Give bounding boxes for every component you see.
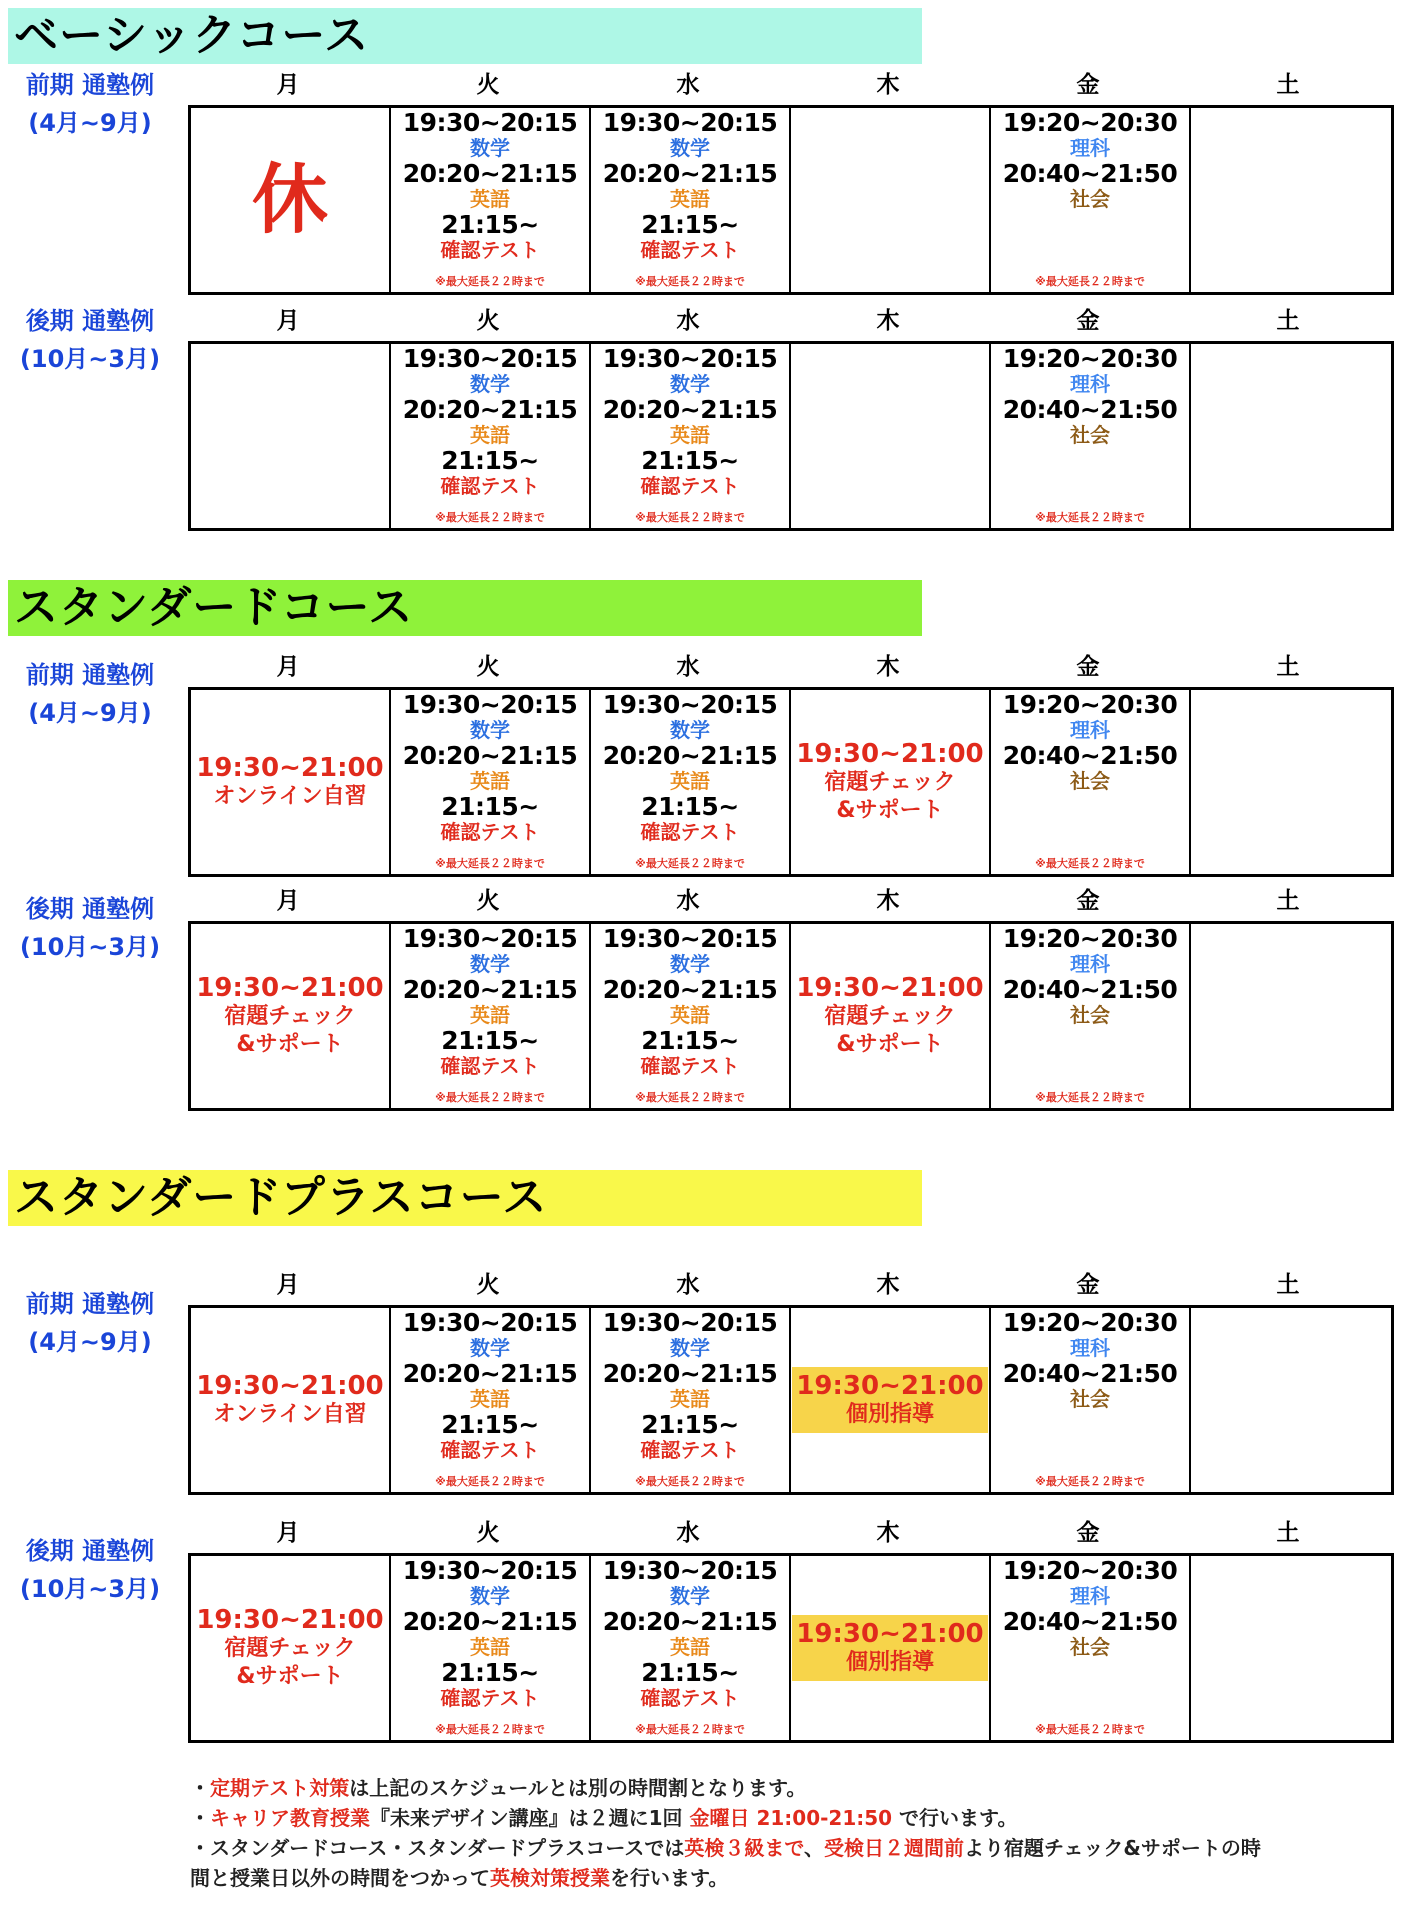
extension-note: ※最大延長２２時まで xyxy=(1035,857,1145,870)
footnote-text: を行います。 xyxy=(610,1866,729,1890)
subject-science: 理科 xyxy=(1070,136,1110,160)
time-slot: 19:30~20:15 xyxy=(402,924,578,953)
time-slot: 20:20~21:15 xyxy=(602,395,778,424)
subject-check-test: 確認テスト xyxy=(440,474,540,498)
subject-english: 英語 xyxy=(670,187,710,211)
time-slot: 19:30~20:15 xyxy=(402,344,578,373)
time-slot: 20:40~21:50 xyxy=(1002,975,1178,1004)
subject-check-test: 確認テスト xyxy=(440,820,540,844)
time-slot: 20:20~21:15 xyxy=(602,159,778,188)
extension-note: ※最大延長２２時まで xyxy=(635,1475,745,1488)
subject-science: 理科 xyxy=(1070,952,1110,976)
subject-science: 理科 xyxy=(1070,1584,1110,1608)
period-range: (10月~3月) xyxy=(19,1575,161,1603)
period-label xyxy=(6,302,174,378)
footnote-text: で行います。 xyxy=(892,1806,1018,1830)
cell-wednesday xyxy=(591,1556,791,1740)
weekday-label: 金 xyxy=(1076,308,1100,334)
time-slot: 21:15~ xyxy=(641,446,739,475)
schedule-grid xyxy=(188,105,1394,295)
subject-english: 英語 xyxy=(470,1003,510,1027)
activity-label: 宿題チェック xyxy=(824,770,956,795)
time-slot: 21:15~ xyxy=(641,210,739,239)
weekday-label: 土 xyxy=(1276,308,1300,334)
cell-friday xyxy=(991,1308,1191,1492)
extension-note: ※最大延長２２時まで xyxy=(1035,1091,1145,1104)
extension-note: ※最大延長２２時まで xyxy=(635,275,745,288)
subject-english: 英語 xyxy=(670,1387,710,1411)
subject-math: 数学 xyxy=(470,136,510,160)
period-range: (4月~9月) xyxy=(28,109,152,137)
individual-lesson-highlight xyxy=(792,1615,988,1681)
subject-check-test: 確認テスト xyxy=(640,1054,740,1078)
time-slot: 20:20~21:15 xyxy=(402,741,578,770)
period-name: 前期 通塾例 xyxy=(25,1290,155,1318)
subject-check-test: 確認テスト xyxy=(640,1686,740,1710)
cell-monday xyxy=(191,924,391,1108)
cell-saturday xyxy=(1191,924,1391,1108)
weekday-header-row xyxy=(188,72,1388,98)
time-slot: 20:20~21:15 xyxy=(402,1359,578,1388)
time-slot: 21:15~ xyxy=(441,1026,539,1055)
cell-friday xyxy=(991,924,1191,1108)
time-slot: 19:20~20:30 xyxy=(1002,924,1178,953)
subject-english: 英語 xyxy=(670,769,710,793)
cell-saturday xyxy=(1191,1308,1391,1492)
time-slot: 21:15~ xyxy=(641,792,739,821)
weekday-label: 火 xyxy=(476,1520,500,1546)
subject-check-test: 確認テスト xyxy=(640,820,740,844)
activity-time: 19:30~21:00 xyxy=(196,1605,384,1635)
individual-lesson-highlight xyxy=(792,1367,988,1433)
cell-thursday xyxy=(791,1556,991,1740)
extension-note: ※最大延長２２時まで xyxy=(635,857,745,870)
activity-label: &サポート xyxy=(836,1032,944,1057)
weekday-label: 水 xyxy=(676,308,700,334)
schedule-grid xyxy=(188,1553,1394,1743)
cell-wednesday xyxy=(591,1308,791,1492)
period-name: 後期 通塾例 xyxy=(25,307,155,335)
cell-monday xyxy=(191,1308,391,1492)
weekday-label: 土 xyxy=(1276,1272,1300,1298)
subject-english: 英語 xyxy=(670,1003,710,1027)
period-range: (10月~3月) xyxy=(19,933,161,961)
closed-day-mark: 休 xyxy=(252,155,328,244)
subject-check-test: 確認テスト xyxy=(640,1438,740,1462)
time-slot: 19:20~20:30 xyxy=(1002,108,1178,137)
subject-check-test: 確認テスト xyxy=(440,1686,540,1710)
cell-tuesday xyxy=(391,108,591,292)
activity-label: 宿題チェック xyxy=(824,1004,956,1029)
subject-math: 数学 xyxy=(470,718,510,742)
cell-thursday xyxy=(791,344,991,528)
subject-check-test: 確認テスト xyxy=(640,474,740,498)
footnote-text: 間と授業日以外の時間をつかって xyxy=(190,1866,490,1890)
subject-social-studies: 社会 xyxy=(1070,423,1110,447)
weekday-label: 水 xyxy=(676,654,700,680)
time-slot: 21:15~ xyxy=(441,792,539,821)
footnote-line xyxy=(190,1863,1400,1893)
weekday-label: 木 xyxy=(876,308,900,334)
schedule-grid xyxy=(188,687,1394,877)
cell-friday xyxy=(991,344,1191,528)
footnote-text: ・ xyxy=(190,1806,210,1830)
time-slot: 19:20~20:30 xyxy=(1002,344,1178,373)
time-slot: 19:30~20:15 xyxy=(602,108,778,137)
subject-math: 数学 xyxy=(670,718,710,742)
weekday-header-row xyxy=(188,654,1388,680)
cell-friday xyxy=(991,690,1191,874)
time-slot: 21:15~ xyxy=(641,1658,739,1687)
weekday-label: 月 xyxy=(276,308,300,334)
activity-time: 19:30~21:00 xyxy=(796,1371,984,1401)
time-slot: 20:40~21:50 xyxy=(1002,741,1178,770)
footnote-highlight: 定期テスト対策 xyxy=(210,1776,350,1800)
footnote-text: ・スタンダードコース・スタンダードプラスコースでは xyxy=(190,1836,685,1860)
weekday-label: 火 xyxy=(476,888,500,914)
footnote-highlight: 英検３級まで xyxy=(684,1836,805,1860)
weekday-label: 月 xyxy=(276,1520,300,1546)
schedule-grid xyxy=(188,341,1394,531)
subject-math: 数学 xyxy=(470,1584,510,1608)
period-label xyxy=(6,1532,174,1608)
footnote-text: ・ xyxy=(190,1776,210,1800)
cell-friday xyxy=(991,108,1191,292)
period-range: (10月~3月) xyxy=(19,345,161,373)
subject-math: 数学 xyxy=(670,1336,710,1360)
weekday-label: 木 xyxy=(876,1520,900,1546)
weekday-label: 土 xyxy=(1276,888,1300,914)
weekday-label: 土 xyxy=(1276,1520,1300,1546)
subject-english: 英語 xyxy=(670,423,710,447)
subject-math: 数学 xyxy=(670,952,710,976)
period-range: (4月~9月) xyxy=(28,699,152,727)
cell-thursday xyxy=(791,1308,991,1492)
time-slot: 19:20~20:30 xyxy=(1002,690,1178,719)
subject-science: 理科 xyxy=(1070,1336,1110,1360)
course-header: ベーシックコース xyxy=(8,8,922,64)
activity-label: オンライン自習 xyxy=(213,1402,367,1427)
subject-english: 英語 xyxy=(470,1387,510,1411)
weekday-label: 土 xyxy=(1276,72,1300,98)
period-label xyxy=(6,890,174,966)
subject-english: 英語 xyxy=(670,1635,710,1659)
cell-wednesday xyxy=(591,924,791,1108)
time-slot: 21:15~ xyxy=(441,1410,539,1439)
footnote-line xyxy=(190,1833,1400,1863)
activity-label: 宿題チェック xyxy=(224,1636,356,1661)
extension-note: ※最大延長２２時まで xyxy=(1035,1475,1145,1488)
time-slot: 20:20~21:15 xyxy=(602,1607,778,1636)
period-label xyxy=(6,66,174,142)
cell-thursday xyxy=(791,108,991,292)
weekday-label: 木 xyxy=(876,654,900,680)
schedule-grid xyxy=(188,921,1394,1111)
footnote-highlight: 英検対策授業 xyxy=(490,1866,610,1890)
time-slot: 20:20~21:15 xyxy=(402,975,578,1004)
subject-social-studies: 社会 xyxy=(1070,769,1110,793)
extension-note: ※最大延長２２時まで xyxy=(1035,275,1145,288)
activity-time: 19:30~21:00 xyxy=(196,1371,384,1401)
time-slot: 21:15~ xyxy=(441,210,539,239)
course-header: スタンダードコース xyxy=(8,580,922,636)
activity-time: 19:30~21:00 xyxy=(196,973,384,1003)
weekday-header-row xyxy=(188,1272,1388,1298)
weekday-label: 金 xyxy=(1076,1272,1100,1298)
cell-tuesday xyxy=(391,690,591,874)
subject-math: 数学 xyxy=(470,372,510,396)
period-name: 前期 通塾例 xyxy=(25,71,155,99)
extension-note: ※最大延長２２時まで xyxy=(435,1475,545,1488)
cell-saturday xyxy=(1191,108,1391,292)
subject-math: 数学 xyxy=(670,372,710,396)
weekday-label: 木 xyxy=(876,888,900,914)
footnote-highlight: 金曜日 21:00-21:50 xyxy=(689,1806,893,1830)
time-slot: 21:15~ xyxy=(641,1410,739,1439)
time-slot: 20:20~21:15 xyxy=(602,741,778,770)
time-slot: 19:30~20:15 xyxy=(402,1556,578,1585)
time-slot: 20:40~21:50 xyxy=(1002,395,1178,424)
period-name: 後期 通塾例 xyxy=(25,895,155,923)
subject-english: 英語 xyxy=(470,187,510,211)
extension-note: ※最大延長２２時まで xyxy=(1035,1723,1145,1736)
weekday-label: 水 xyxy=(676,1520,700,1546)
activity-label: オンライン自習 xyxy=(213,784,367,809)
time-slot: 21:15~ xyxy=(441,1658,539,1687)
extension-note: ※最大延長２２時まで xyxy=(635,1723,745,1736)
weekday-header-row xyxy=(188,888,1388,914)
cell-wednesday xyxy=(591,108,791,292)
period-name: 後期 通塾例 xyxy=(25,1537,155,1565)
time-slot: 20:20~21:15 xyxy=(602,975,778,1004)
course-header: スタンダードプラスコース xyxy=(8,1170,922,1226)
subject-social-studies: 社会 xyxy=(1070,1635,1110,1659)
weekday-label: 火 xyxy=(476,1272,500,1298)
footnote-highlight: 受検日２週間前 xyxy=(824,1836,965,1860)
time-slot: 21:15~ xyxy=(641,1026,739,1055)
time-slot: 21:15~ xyxy=(441,446,539,475)
subject-math: 数学 xyxy=(670,136,710,160)
weekday-label: 金 xyxy=(1076,1520,1100,1546)
subject-math: 数学 xyxy=(470,1336,510,1360)
activity-label: &サポート xyxy=(836,798,944,823)
time-slot: 19:20~20:30 xyxy=(1002,1308,1178,1337)
weekday-label: 水 xyxy=(676,1272,700,1298)
time-slot: 19:30~20:15 xyxy=(402,1308,578,1337)
weekday-label: 火 xyxy=(476,308,500,334)
weekday-label: 火 xyxy=(476,72,500,98)
subject-check-test: 確認テスト xyxy=(440,1438,540,1462)
weekday-label: 金 xyxy=(1076,888,1100,914)
activity-label: 個別指導 xyxy=(845,1402,934,1427)
subject-social-studies: 社会 xyxy=(1070,1003,1110,1027)
cell-tuesday xyxy=(391,924,591,1108)
time-slot: 19:20~20:30 xyxy=(1002,1556,1178,1585)
extension-note: ※最大延長２２時まで xyxy=(435,1723,545,1736)
cell-monday xyxy=(191,344,391,528)
cell-monday xyxy=(191,108,391,292)
cell-tuesday xyxy=(391,344,591,528)
extension-note: ※最大延長２２時まで xyxy=(635,511,745,524)
subject-social-studies: 社会 xyxy=(1070,187,1110,211)
time-slot: 20:40~21:50 xyxy=(1002,1607,1178,1636)
weekday-label: 月 xyxy=(276,72,300,98)
subject-math: 数学 xyxy=(670,1584,710,1608)
cell-monday xyxy=(191,690,391,874)
extension-note: ※最大延長２２時まで xyxy=(635,1091,745,1104)
cell-saturday xyxy=(1191,344,1391,528)
schedule-grid xyxy=(188,1305,1394,1495)
extension-note: ※最大延長２２時まで xyxy=(435,857,545,870)
footnote-text: は上記のスケジュールとは別の時間割となります。 xyxy=(349,1776,807,1800)
cell-saturday xyxy=(1191,1556,1391,1740)
cell-thursday xyxy=(791,690,991,874)
subject-social-studies: 社会 xyxy=(1070,1387,1110,1411)
period-label xyxy=(6,656,174,732)
extension-note: ※最大延長２２時まで xyxy=(1035,511,1145,524)
weekday-label: 火 xyxy=(476,654,500,680)
footnote-line xyxy=(190,1803,1400,1833)
cell-tuesday xyxy=(391,1556,591,1740)
subject-english: 英語 xyxy=(470,1635,510,1659)
activity-time: 19:30~21:00 xyxy=(796,1619,984,1649)
weekday-header-row xyxy=(188,1520,1388,1546)
weekday-label: 水 xyxy=(676,72,700,98)
cell-wednesday xyxy=(591,344,791,528)
period-name: 前期 通塾例 xyxy=(25,661,155,689)
footnotes xyxy=(190,1773,1400,1893)
subject-check-test: 確認テスト xyxy=(440,238,540,262)
weekday-label: 月 xyxy=(276,888,300,914)
activity-label: 個別指導 xyxy=(845,1650,934,1675)
subject-check-test: 確認テスト xyxy=(440,1054,540,1078)
time-slot: 19:30~20:15 xyxy=(602,344,778,373)
footnote-text: より宿題チェック&サポートの時 xyxy=(964,1836,1261,1860)
activity-label: 宿題チェック xyxy=(224,1004,356,1029)
subject-check-test: 確認テスト xyxy=(640,238,740,262)
time-slot: 20:40~21:50 xyxy=(1002,159,1178,188)
cell-monday xyxy=(191,1556,391,1740)
extension-note: ※最大延長２２時まで xyxy=(435,511,545,524)
weekday-label: 木 xyxy=(876,1272,900,1298)
cell-friday xyxy=(991,1556,1191,1740)
time-slot: 20:20~21:15 xyxy=(402,1607,578,1636)
subject-english: 英語 xyxy=(470,769,510,793)
activity-time: 19:30~21:00 xyxy=(196,753,384,783)
time-slot: 20:20~21:15 xyxy=(602,1359,778,1388)
time-slot: 19:30~20:15 xyxy=(602,1556,778,1585)
cell-tuesday xyxy=(391,1308,591,1492)
time-slot: 19:30~20:15 xyxy=(602,690,778,719)
weekday-label: 月 xyxy=(276,1272,300,1298)
weekday-label: 木 xyxy=(876,72,900,98)
weekday-label: 土 xyxy=(1276,654,1300,680)
footnote-highlight: キャリア教育授業 xyxy=(210,1806,370,1830)
cell-thursday xyxy=(791,924,991,1108)
time-slot: 20:40~21:50 xyxy=(1002,1359,1178,1388)
extension-note: ※最大延長２２時まで xyxy=(435,275,545,288)
time-slot: 19:30~20:15 xyxy=(602,924,778,953)
subject-math: 数学 xyxy=(470,952,510,976)
subject-science: 理科 xyxy=(1070,718,1110,742)
weekday-label: 水 xyxy=(676,888,700,914)
weekday-label: 金 xyxy=(1076,654,1100,680)
time-slot: 20:20~21:15 xyxy=(402,395,578,424)
activity-label: &サポート xyxy=(236,1664,344,1689)
period-label xyxy=(6,1285,174,1361)
subject-english: 英語 xyxy=(470,423,510,447)
footnote-text: 、 xyxy=(804,1836,825,1860)
cell-wednesday xyxy=(591,690,791,874)
subject-science: 理科 xyxy=(1070,372,1110,396)
activity-time: 19:30~21:00 xyxy=(796,739,984,769)
time-slot: 19:30~20:15 xyxy=(602,1308,778,1337)
cell-saturday xyxy=(1191,690,1391,874)
time-slot: 19:30~20:15 xyxy=(402,690,578,719)
period-range: (4月~9月) xyxy=(28,1328,152,1356)
weekday-label: 金 xyxy=(1076,72,1100,98)
footnote-line xyxy=(190,1773,1400,1803)
activity-label: &サポート xyxy=(236,1032,344,1057)
footnote-text: 『未来デザイン講座』は２週に1回 xyxy=(370,1806,690,1830)
time-slot: 20:20~21:15 xyxy=(402,159,578,188)
activity-time: 19:30~21:00 xyxy=(796,973,984,1003)
extension-note: ※最大延長２２時まで xyxy=(435,1091,545,1104)
weekday-header-row xyxy=(188,308,1388,334)
weekday-label: 月 xyxy=(276,654,300,680)
time-slot: 19:30~20:15 xyxy=(402,108,578,137)
